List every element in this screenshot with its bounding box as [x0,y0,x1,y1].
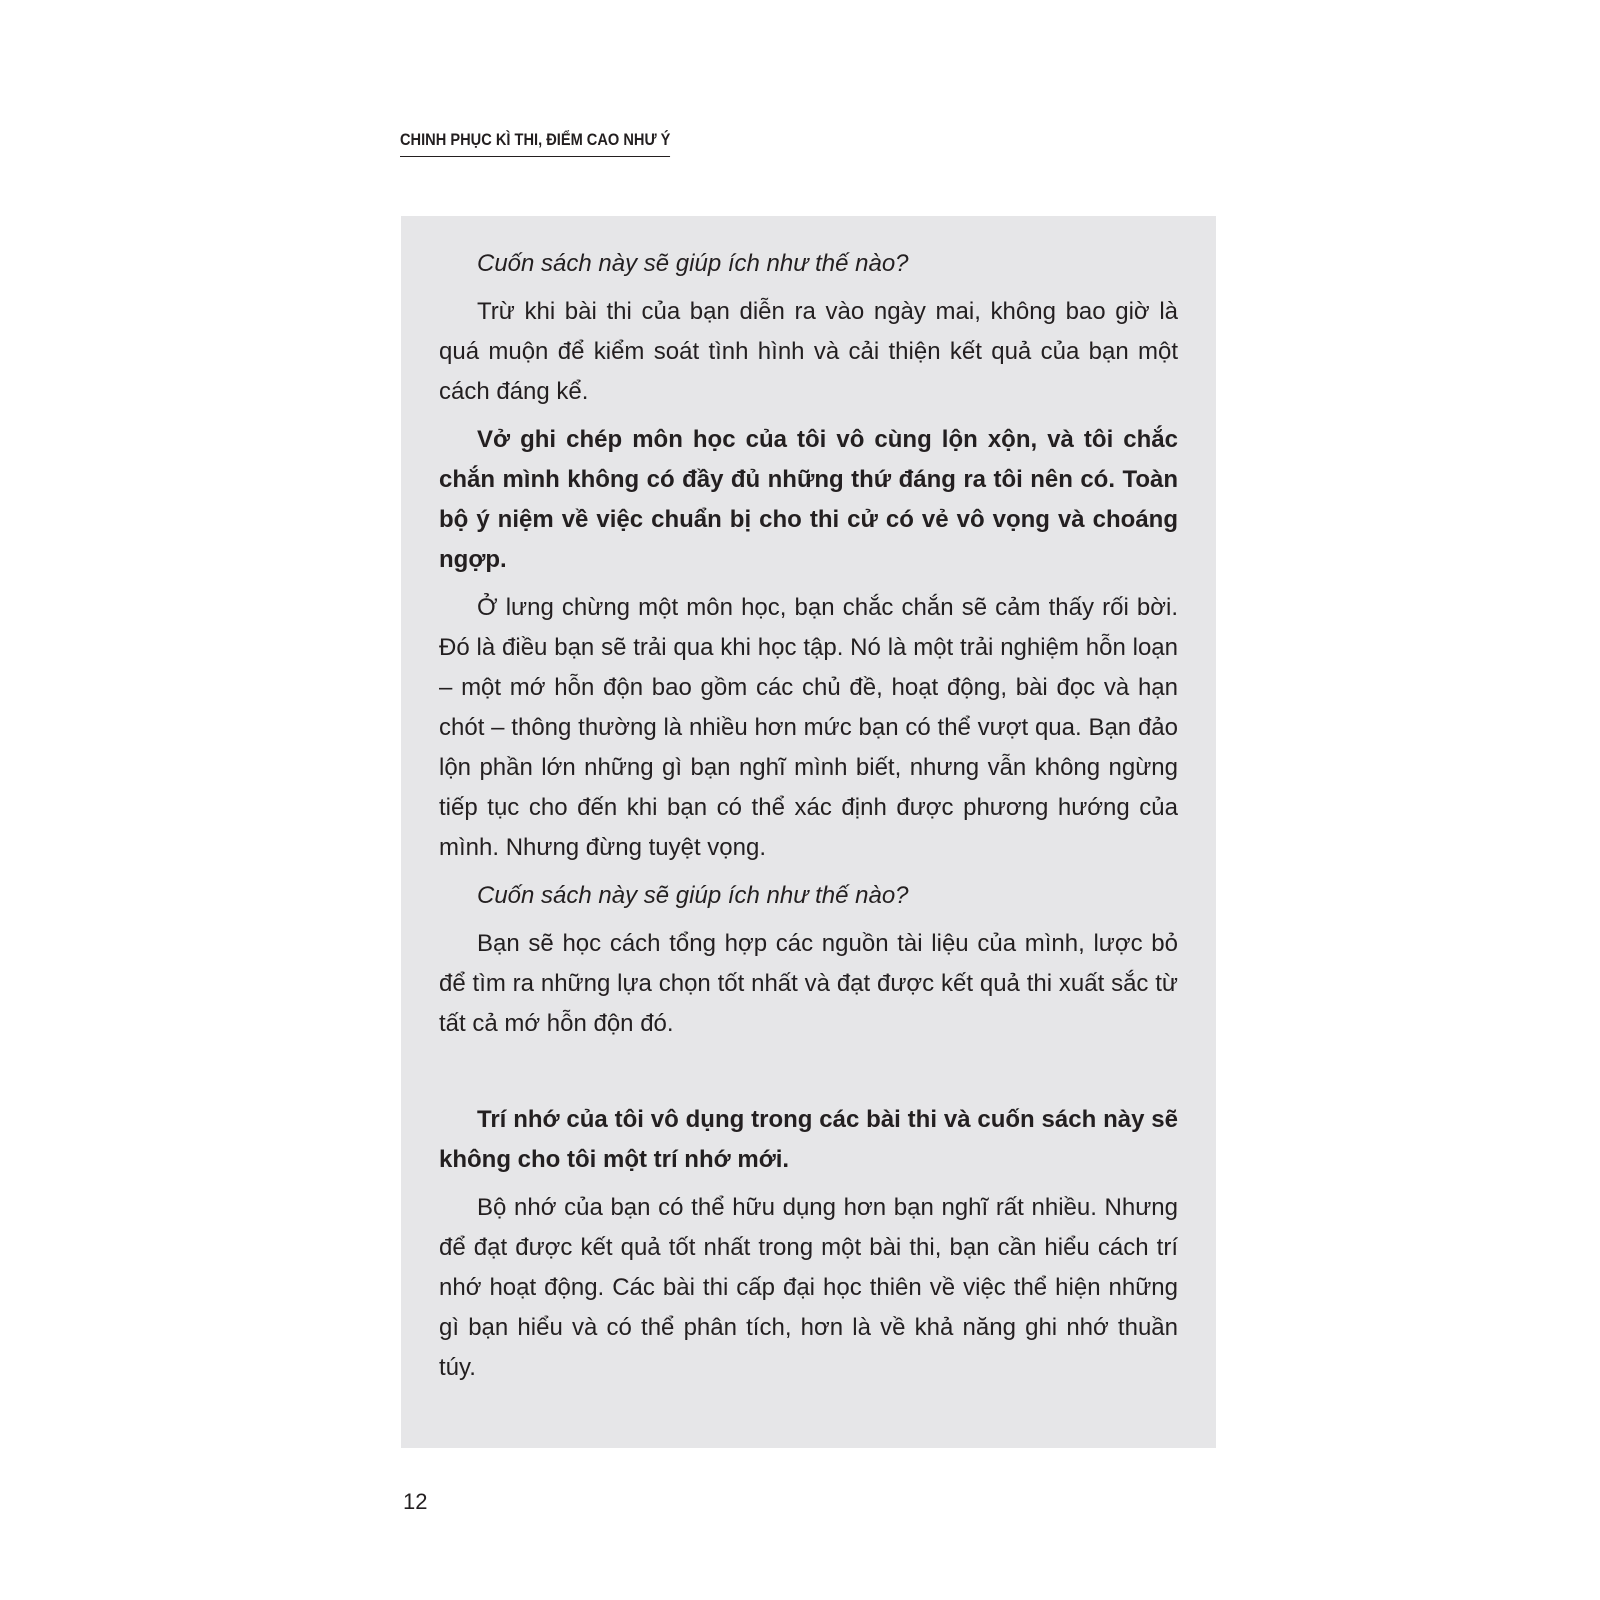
body-paragraph-2: Ở lưng chừng một môn học, bạn chắc chắn sẽ cảm thấy rối bời. Đó là điều bạn sẽ trải qua khi học tập. Nó là một trải nghiệm hỗn loạn – một mớ hỗn độn bao gồm các chủ đề, hoạt động, bài đọc và hạn chót – thông thường là nhiều hơn mức bạn có thể vượt qua. Bạn đảo lộn phần lớn những gì bạn nghĩ mình biết, nhưng vẫn không ngừng tiếp tục cho đến khi bạn có thể xác định được phương hướng của mình. Nhưng đừng tuyệt vọng. [439,594,1178,861]
concern-statement-1: Vở ghi chép môn học của tôi vô cùng lộn xộn, và tôi chắc chắn mình không có đầy đủ những thứ đáng ra tôi nên có. Toàn bộ ý niệm về việc chuẩn bị cho thi cử có vẻ vô vọng và choáng ngợp. [439,426,1178,573]
page-number: 12 [403,1489,428,1514]
shaded-text-box [401,216,1216,1448]
body-paragraph-3: Bạn sẽ học cách tổng hợp các nguồn tài liệu của mình, lược bỏ để tìm ra những lựa chọn tốt nhất và đạt được kết quả thi xuất sắc từ tất cả mớ hỗn độn đó. [439,930,1178,1037]
body-paragraph-1: Trừ khi bài thi của bạn diễn ra vào ngày mai, không bao giờ là quá muộn để kiểm soát tình hình và cải thiện kết quả của bạn một cách đáng kể. [439,298,1178,405]
concern-statement-2: Trí nhớ của tôi vô dụng trong các bài thi và cuốn sách này sẽ không cho tôi một trí nhớ mới. [439,1106,1178,1173]
running-header-title: CHINH PHỤC KÌ THI, ĐIỂM CAO NHƯ Ý [400,130,670,157]
question-heading-1: Cuốn sách này sẽ giúp ích như thế nào? [477,250,909,277]
body-paragraph-4: Bộ nhớ của bạn có thể hữu dụng hơn bạn nghĩ rất nhiều. Nhưng để đạt được kết quả tốt nhất trong một bài thi, bạn cần hiểu cách trí nhớ hoạt động. Các bài thi cấp đại học thiên về việc thể hiện những gì bạn hiểu và có thể phân tích, hơn là về khả năng ghi nhớ thuần túy. [439,1194,1178,1381]
question-heading-2: Cuốn sách này sẽ giúp ích như thế nào? [477,882,909,909]
